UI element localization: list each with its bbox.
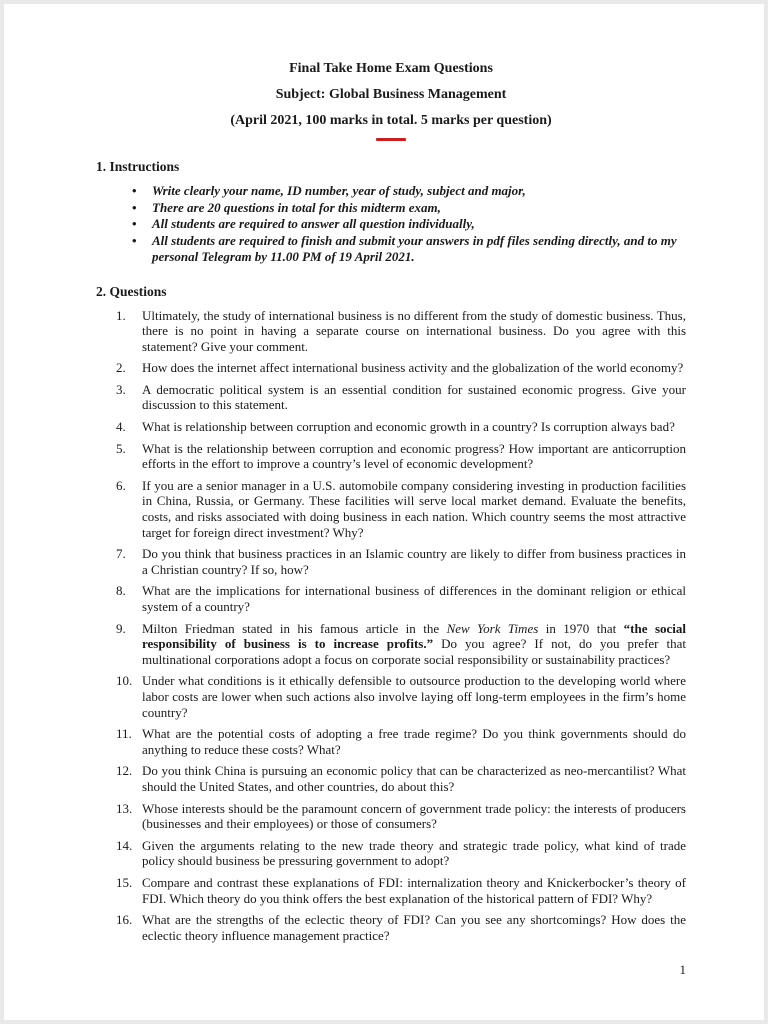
question-text: Given the arguments relating to the new trade theory and strategic trade policy, what kind of trade policy should business be pressuring government to adopt? (142, 837, 686, 869)
question-number: 5. (116, 440, 126, 456)
question-item (96, 673, 686, 720)
question-text: What are the potential costs of adopting a free trade regime? Do you think governments should do anything to reduce these costs? What? (142, 726, 686, 757)
question-text: Compare and contrast these explanations of FDI: internalization theory and Knickerbocker’s theory of FDI. Which theory do you think offers the best explanation of the historical pattern of FDI? Why? (142, 874, 686, 906)
question-item (96, 441, 686, 472)
instruction-text: Write clearly your name, ID number, year of study, subject and major, (152, 183, 526, 198)
question-item (96, 308, 686, 355)
instruction-text: All students are required to answer all question individually, (152, 216, 475, 231)
document-header (96, 56, 686, 141)
document-date-line: (April 2021, 100 marks in total. 5 marks per question) (230, 113, 552, 128)
questions-list (96, 308, 686, 944)
question-number: 1. (116, 307, 126, 323)
question-number: 2. (116, 360, 126, 376)
red-underline-mark (376, 138, 406, 141)
question-item (96, 912, 686, 943)
question-item (96, 546, 686, 577)
question-number: 12. (116, 763, 133, 779)
instruction-item (96, 233, 686, 266)
question-item (96, 382, 686, 413)
question-number: 6. (116, 477, 126, 493)
question-item (96, 583, 686, 614)
question-number: 10. (116, 673, 133, 689)
question-text: What is relationship between corruption and economic growth in a country? Is corruption always bad? (142, 419, 675, 435)
document-title: Final Take Home Exam Questions (289, 61, 493, 76)
document-page (4, 4, 764, 1020)
question-item (96, 419, 686, 435)
question-item (96, 763, 686, 794)
question-text: Ultimately, the study of international business is no different from the study of domestic business. Thus, there is no point in having a separate course on international business. Do you agree with this statement? Give your comment. (142, 307, 686, 354)
question-text: If you are a senior manager in a U.S. automobile company considering investing in production facilities in China, Russia, or Germany. These facilities will serve local market demand. Evaluate the benefits, costs, and risks associated with doing business in each nation. Which country seems the most attractive target for foreign direct investment? Why? (142, 477, 686, 540)
question-number: 3. (116, 381, 126, 397)
question-item (96, 838, 686, 869)
question-number: 15. (116, 874, 133, 890)
bullet-icon: • (132, 183, 137, 198)
page-number: 1 (679, 962, 686, 977)
question-text: Do you think that business practices in an Islamic country are likely to differ from business practices in a Christian country? If so, how? (142, 546, 686, 577)
document-subject: Subject: Global Business Management (275, 87, 507, 102)
instruction-item (96, 200, 686, 217)
bullet-icon: • (132, 199, 137, 215)
question-text: What are the strengths of the eclectic theory of FDI? Can you see any shortcomings? How does the eclectic theory influence management practice? (142, 912, 686, 943)
question-text: Whose interests should be the paramount concern of government trade policy: the interests of producers (businesses and their employees) or those of consumers? (142, 800, 686, 832)
question-text: What is the relationship between corruption and economic progress? How important are anticorruption efforts in the effort to improve a country’s level of economic development? (142, 440, 686, 472)
question-item (96, 726, 686, 757)
question-text: Milton Friedman stated in his famous article in the New York Times in 1970 that “the social responsibility of business is to increase profits.” Do you agree? If not, do you prefer that multinational corporations adopt a focus on corporate social responsibility or sustainability practices? (142, 620, 687, 667)
question-text: How does the internet affect international business activity and the globalization of the world economy? (142, 360, 684, 376)
question-text: A democratic political system is an essential condition for sustained economic progress. Give your discussion to this statement. (142, 381, 686, 413)
instruction-text: All students are required to finish and submit your answers in pdf files sending directly, and to my personal Telegram by 11.00 PM of 19 April 2021. (152, 232, 677, 264)
bullet-icon: • (132, 232, 137, 248)
instruction-item (96, 216, 686, 233)
instructions-list (96, 183, 686, 266)
question-number: 4. (116, 419, 126, 435)
instructions-heading: 1. Instructions (96, 159, 180, 174)
question-number: 8. (116, 583, 126, 599)
instruction-item (96, 183, 686, 200)
question-number: 11. (116, 726, 132, 742)
question-text: Under what conditions is it ethically defensible to outsource production to the developing world where labor costs are lower when such actions also involve laying off long-term employees in the firm’s home country? (142, 673, 686, 720)
question-text: What are the implications for international business of differences in the dominant religion or ethical system of a country? (142, 583, 686, 614)
question-number: 7. (116, 546, 126, 562)
question-item (96, 360, 686, 376)
bullet-icon: • (132, 216, 137, 231)
questions-heading: 2. Questions (96, 283, 167, 299)
instruction-text: There are 20 questions in total for this midterm exam, (152, 199, 441, 215)
question-item (96, 621, 686, 668)
question-item (96, 478, 686, 540)
question-number: 13. (116, 800, 133, 816)
question-item (96, 875, 686, 906)
question-item (96, 801, 686, 832)
question-text: Do you think China is pursuing an economic policy that can be characterized as neo-mercantilist? What should the United States, and other countries, do about this? (142, 763, 686, 794)
question-number: 14. (116, 837, 133, 853)
question-number: 16. (116, 912, 133, 928)
question-number: 9. (116, 620, 126, 636)
